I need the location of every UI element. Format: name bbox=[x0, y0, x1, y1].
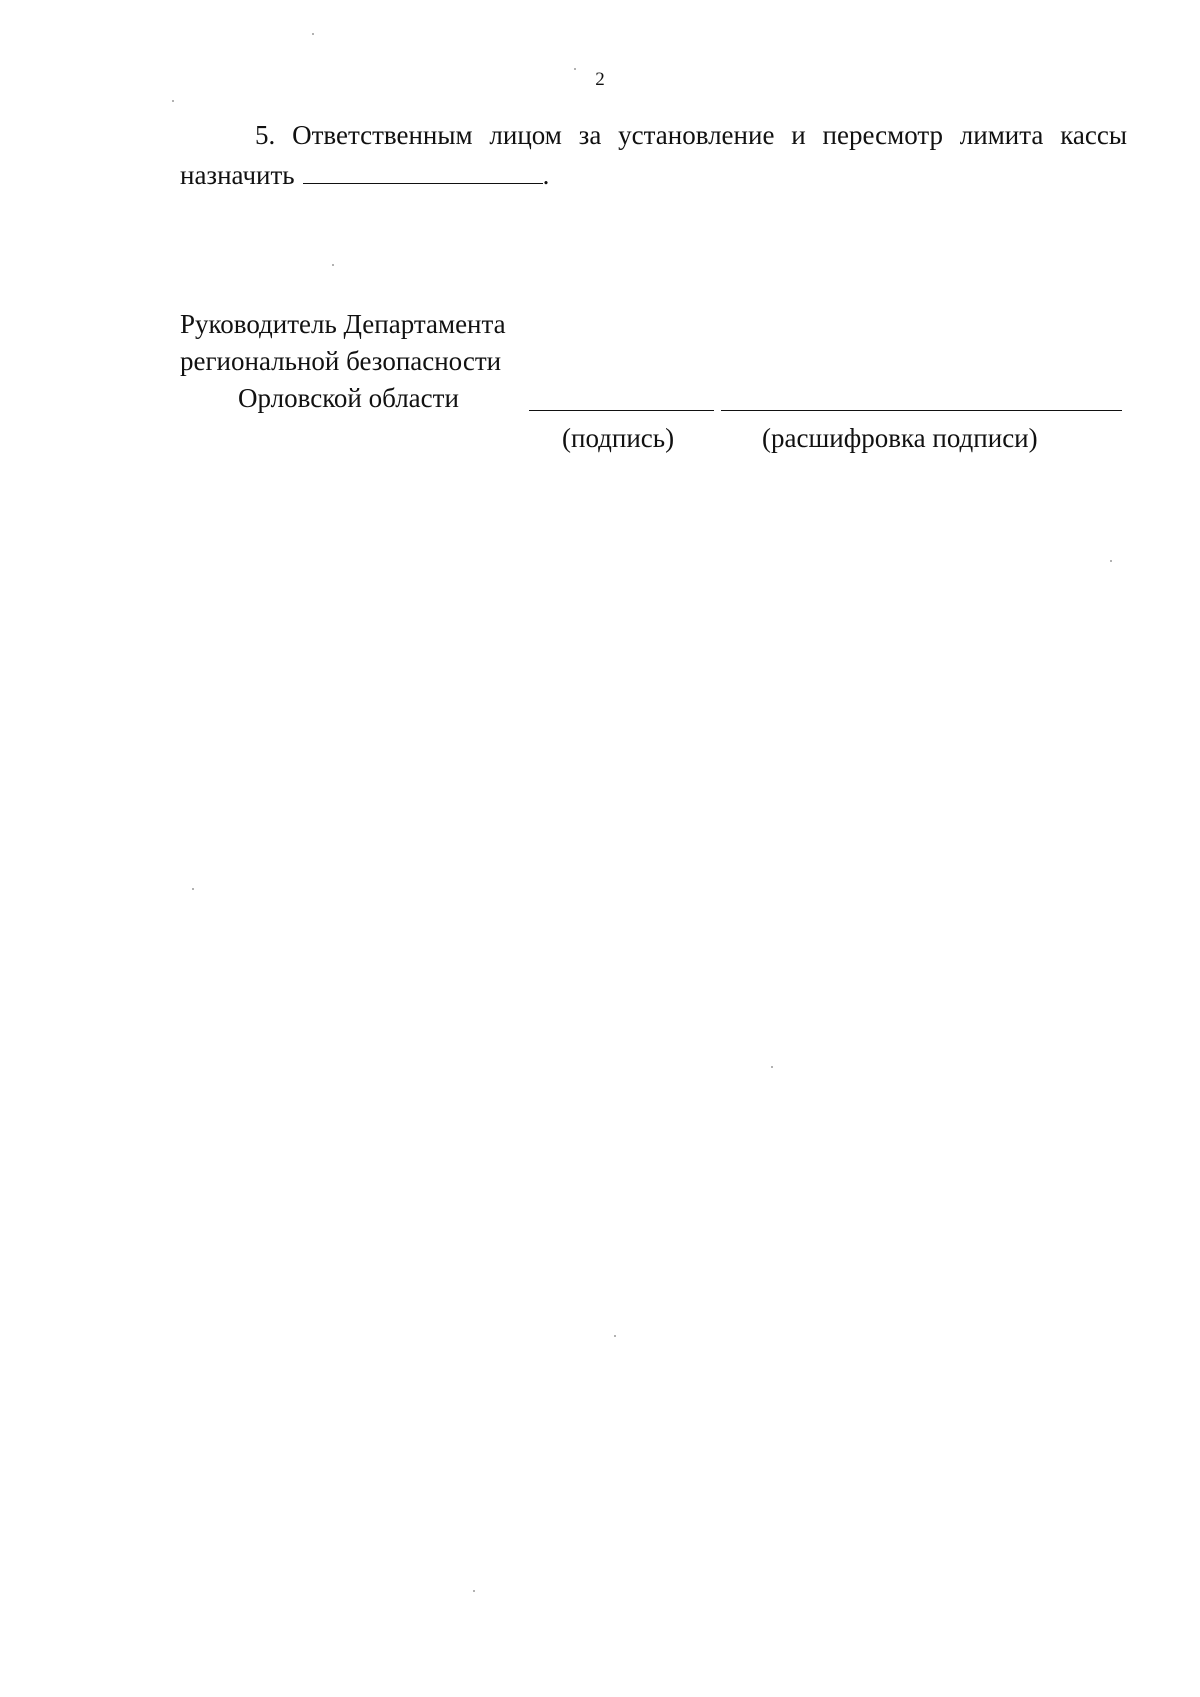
paragraph-line-1: 5. Ответственным лицом за установление и пересмотр лимита кассы bbox=[255, 120, 1127, 150]
assignee-blank-field bbox=[303, 159, 543, 184]
scan-speck bbox=[1110, 560, 1112, 562]
signature-decoding-caption: (расшифровка подписи) bbox=[762, 423, 1038, 453]
scan-speck bbox=[574, 68, 576, 70]
page-number: 2 bbox=[595, 69, 605, 90]
scan-speck bbox=[192, 888, 194, 890]
signature-decoding-line bbox=[721, 410, 1122, 411]
signature-caption: (подпись) bbox=[562, 423, 675, 453]
assign-label: назначить bbox=[180, 160, 295, 190]
scan-speck bbox=[312, 33, 314, 35]
signatory-position-line-2: региональной безопасности bbox=[180, 346, 502, 376]
scan-speck bbox=[332, 264, 334, 266]
signatory-position-line-1: Руководитель Департамента bbox=[180, 309, 506, 339]
scan-speck bbox=[771, 1066, 773, 1068]
paragraph-line-2 bbox=[180, 158, 1127, 192]
scan-speck bbox=[172, 100, 174, 102]
signature-line bbox=[529, 410, 714, 411]
scan-speck bbox=[473, 1590, 475, 1592]
sentence-period: . bbox=[542, 160, 550, 190]
signatory-position-line-3: Орловской области bbox=[238, 383, 459, 413]
scan-speck bbox=[614, 1335, 616, 1337]
